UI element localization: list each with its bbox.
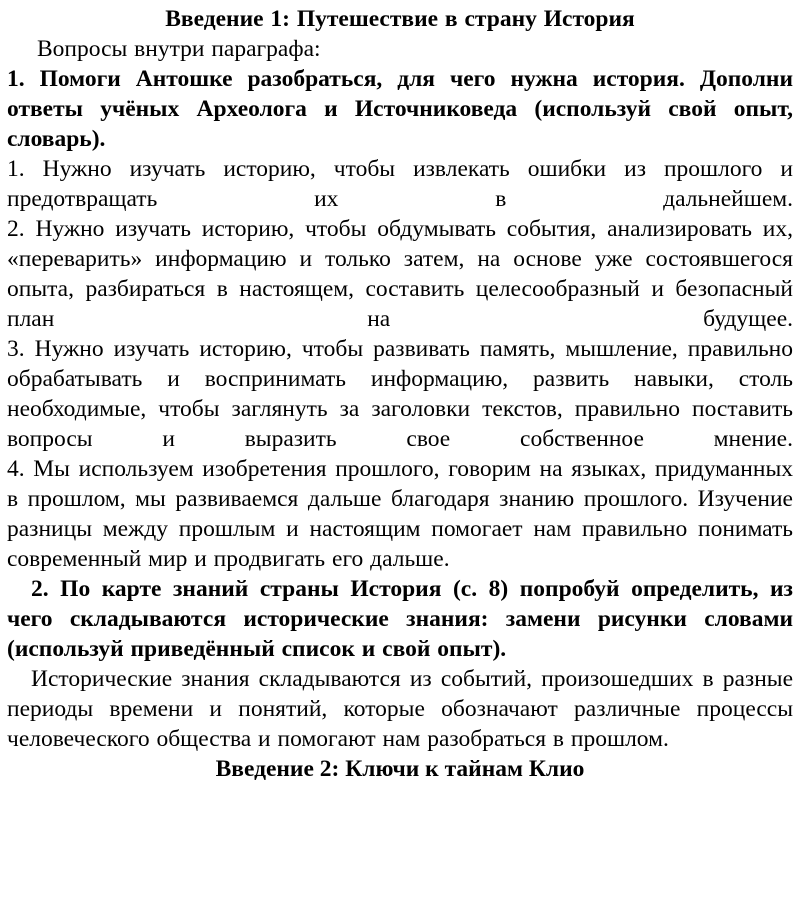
answer-1-3: 3. Нужно изучать историю, чтобы развивать память, мышление, правильно обрабатывать и воспринимать информацию, развить навыки, столь необходимые, чтобы заглянуть за заголовки текстов, правильно поставить вопросы и выразить свое собственное мнение. — [7, 336, 793, 452]
next-section-heading-partial: Введение 2: Ключи к тайнам Клио — [215, 756, 585, 782]
answer-1-2: 2. Нужно изучать историю, чтобы обдумывать события, анализировать их, «переварить» информацию и только затем, на основе уже состоявшегося опыта, разбираться в настоящем, составить целесообразный и безопасный план на будущее. — [7, 216, 793, 332]
question-2: 2. По карте знаний страны История (с. 8) попробуй определить, из чего складываются исторические знания: замени рисунки словами (используй приведённый список и свой опыт). — [7, 576, 793, 662]
page-title: Введение 1: Путешествие в страну История — [165, 6, 635, 32]
answer-1-4: 4. Мы используем изобретения прошлого, говорим на языках, придуманных в прошлом, мы развиваемся дальше благодаря знанию прошлого. Изучение разницы между прошлым и настоящим помогает нам правильно понимать современный мир и продвигать его дальше. — [7, 456, 793, 572]
answer-1-1: 1. Нужно изучать историю, чтобы извлекать ошибки из прошлого и предотвращать их в дальнейшем. — [7, 156, 793, 212]
intro-line: Вопросы внутри параграфа: — [37, 36, 321, 62]
answer-2: Исторические знания складываются из событий, произошедших в разные периоды времени и понятий, которые обозначают различные процессы человеческого общества и помогают нам разобраться в прошлом. — [7, 666, 793, 752]
question-1: 1. Помоги Антошке разобраться, для чего нужна история. Дополни ответы учёных Археолога и Источниковеда (используй свой опыт, словарь). — [7, 66, 793, 152]
